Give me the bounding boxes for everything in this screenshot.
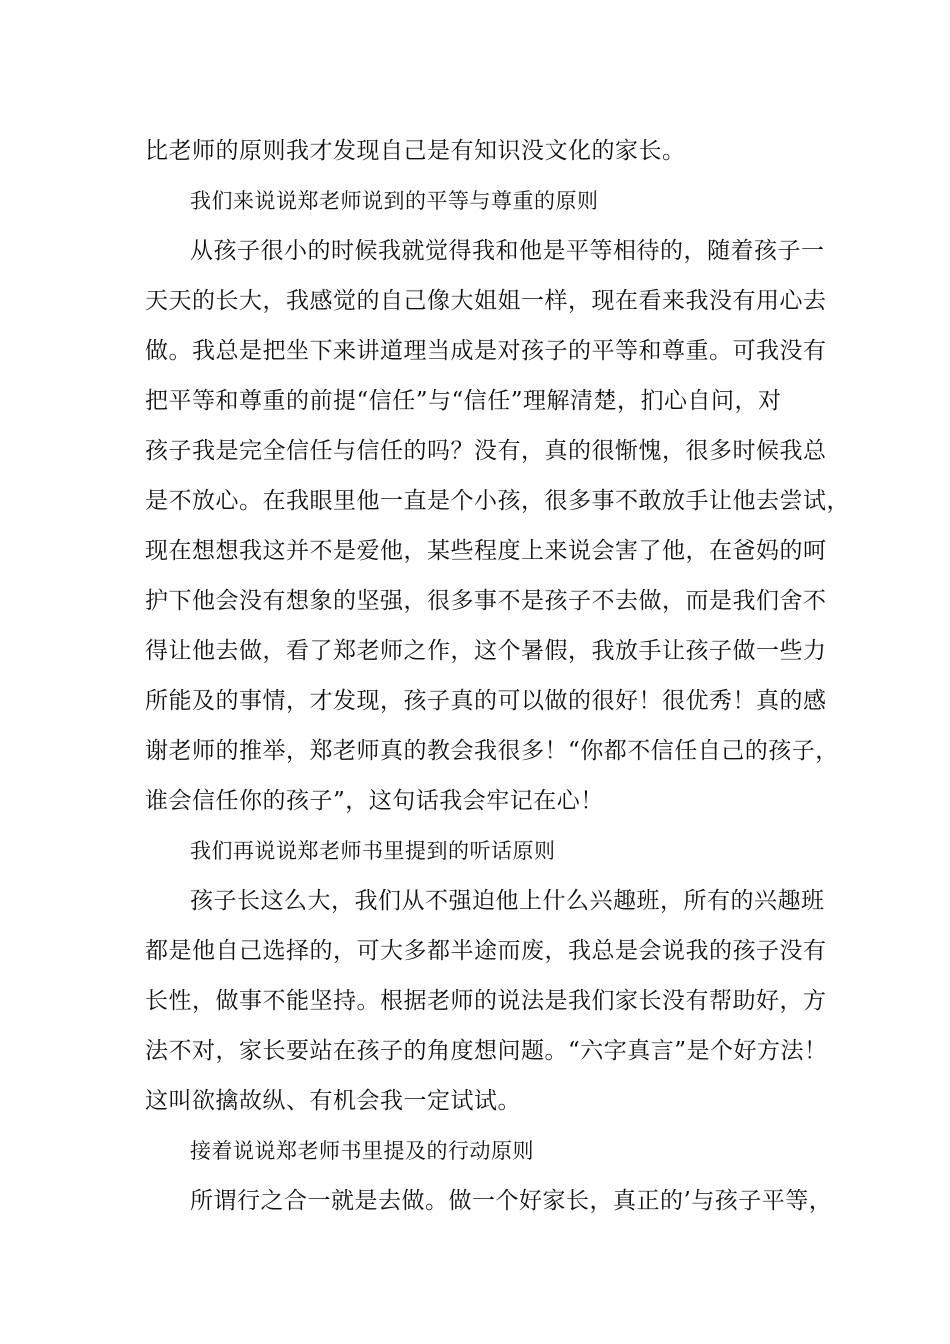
paragraph-line: 比老师的原则我才发现自己是有知识没文化的家长。 bbox=[145, 138, 686, 164]
paragraph-line: 这叫欲擒故纵、有机会我一定试试。 bbox=[145, 1088, 521, 1114]
paragraph-line: 孩子长这么大，我们从不强迫他上什么兴趣班，所有的兴趣班 bbox=[190, 888, 825, 914]
paragraph-line: 所能及的事情，才发现，孩子真的可以做的很好！很优秀！真的感 bbox=[145, 688, 827, 714]
paragraph-line: 从孩子很小的时候我就觉得我和他是平等相待的，随着孩子一 bbox=[190, 238, 825, 264]
paragraph-line: 都是他自己选择的，可大多都半途而废，我总是会说我的孩子没有 bbox=[145, 938, 827, 964]
paragraph-line: 现在想想我这并不是爱他，某些程度上来说会害了他，在爸妈的呵 bbox=[145, 538, 827, 564]
section-heading-action: 接着说说郑老师书里提及的行动原则 bbox=[190, 1139, 534, 1163]
paragraph-line: 法不对，家长要站在孩子的角度想问题。“六字真言”是个好方法！ bbox=[145, 1038, 828, 1064]
paragraph-line: 所谓行之合一就是去做。做一个好家长，真正的’与孩子平等， bbox=[190, 1188, 833, 1214]
paragraph-line: 天天的长大，我感觉的自己像大姐姐一样，现在看来我没有用心去 bbox=[145, 288, 827, 314]
paragraph-line: 谁会信任你的孩子”，这句话我会牢记在心！ bbox=[145, 788, 604, 814]
section-heading-obedience: 我们再说说郑老师书里提到的听话原则 bbox=[190, 839, 556, 863]
paragraph-line: 做。我总是把坐下来讲道理当成是对孩子的平等和尊重。可我没有 bbox=[145, 338, 827, 364]
paragraph-line: 把平等和尊重的前提“信任”与“信任”理解清楚，扪心自问，对 bbox=[145, 388, 782, 414]
paragraph-line: 护下他会没有想象的坚强，很多事不是孩子不去做，而是我们舍不 bbox=[145, 588, 827, 614]
section-heading-equality: 我们来说说郑老师说到的平等与尊重的原则 bbox=[190, 189, 599, 213]
paragraph-line: 长性，做事不能坚持。根据老师的说法是我们家长没有帮助好，方 bbox=[145, 988, 827, 1014]
paragraph-line: 是不放心。在我眼里他一直是个小孩，很多事不敢放手让他去尝试， bbox=[145, 488, 850, 514]
paragraph-line: 孩子我是完全信任与信任的吗？没有，真的很惭愧，很多时候我总 bbox=[145, 438, 827, 464]
paragraph-line: 谢老师的推举，郑老师真的教会我很多！“你都不信任自己的孩子， bbox=[145, 738, 839, 764]
paragraph-line: 得让他去做，看了郑老师之作，这个暑假，我放手让孩子做一些力 bbox=[145, 638, 827, 664]
